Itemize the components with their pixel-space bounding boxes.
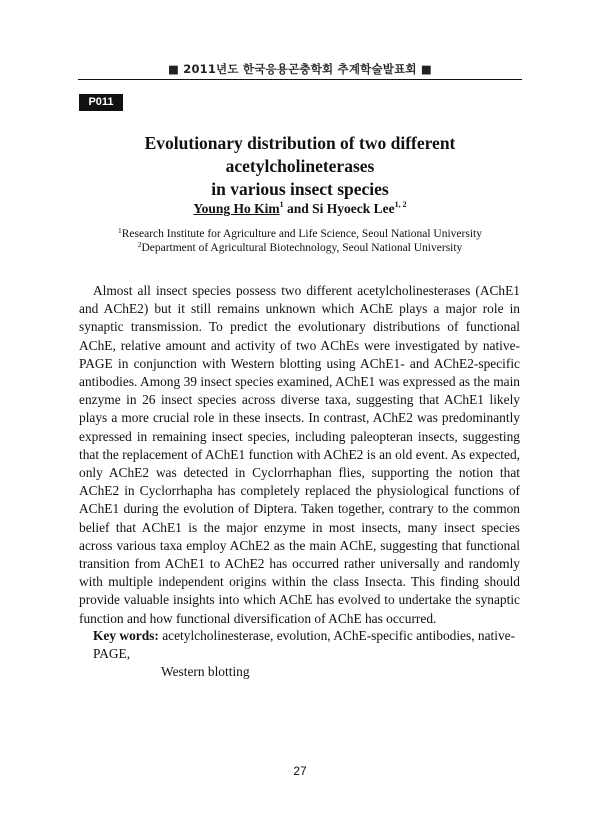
abstract-body: Almost all insect species possess two different acetylcholinesterases (AChE1 and AChE2) but it still remains unknown which AChE plays a major role in synaptic transmission. To predict the evolutionary distributions of functional AChE, relative amount and activity of two AChEs were investigated by native-PAGE in conjunction with Western blotting using AChE1- and AChE2-specific antibodies. Among 39 insect species examined, AChE1 was expressed as the main enzyme in 26 insect species across diverse taxa, suggesting that AChE1 likely plays a more crucial role in these insects. In contrast, AChE2 was predominantly expressed in remaining insect species, including paleopteran insects, suggesting that the replacement of AChE1 function with AChE2 is an old event. As expected, only AChE2 was detected in Cyclorrhaphan flies, supporting the notion that AChE2 in Cyclorrhapha has completely replaced the physiological functions of AChE1 during the evolution of Diptera. Taken together, contrary to the common belief that AChE1 is the major enzyme in most insects, many insect species across various taxa employ AChE2 as the main AChE, suggesting that functional transition from AChE1 to AChE2 has occurred rather universally and randomly with multiple independent origins within the class Insecta. This finding should provide valuable insights into which AChE has evolved to undertake the synaptic function and how functional diversification of AChE has occurred. xyxy=(79,283,520,626)
header-divider xyxy=(78,79,522,80)
affiliation-1-mark: 1 xyxy=(118,226,122,235)
second-author: Si Hyoeck Lee xyxy=(312,201,395,216)
poster-id-badge: P011 xyxy=(79,94,123,111)
affiliation-2-mark: 2 xyxy=(137,240,142,249)
affiliation-1 xyxy=(70,226,530,240)
keywords-block xyxy=(93,627,525,681)
author1-affiliation-mark: 1 xyxy=(279,200,284,209)
affiliation-1-text: Research Institute for Agriculture and Life Science, Seoul National University xyxy=(121,228,482,240)
affiliation-2 xyxy=(70,240,530,254)
author2-affiliation-mark: 1, 2 xyxy=(394,200,407,209)
author-line xyxy=(70,200,530,217)
presenting-author: Young Ho Kim xyxy=(193,201,280,216)
keywords-line-2: Western blotting xyxy=(161,664,250,679)
title-line-1: Evolutionary distribution of two different acetylcholineterases xyxy=(144,133,456,176)
conference-header: ■ 2011년도 한국응용곤충학회 추계학술발표회 ■ xyxy=(167,62,432,76)
paper-title xyxy=(70,132,530,201)
keywords-line-1: acetylcholinesterase, evolution, AChE-specific antibodies, native-PAGE, xyxy=(93,628,516,661)
author-connector: and xyxy=(283,201,313,216)
title-line-2: in various insect species xyxy=(211,179,389,199)
affiliation-2-text: Department of Agricultural Biotechnology, Seoul National University xyxy=(141,242,463,254)
keywords-label: Key words: xyxy=(93,628,159,643)
page-number: 27 xyxy=(293,764,307,778)
